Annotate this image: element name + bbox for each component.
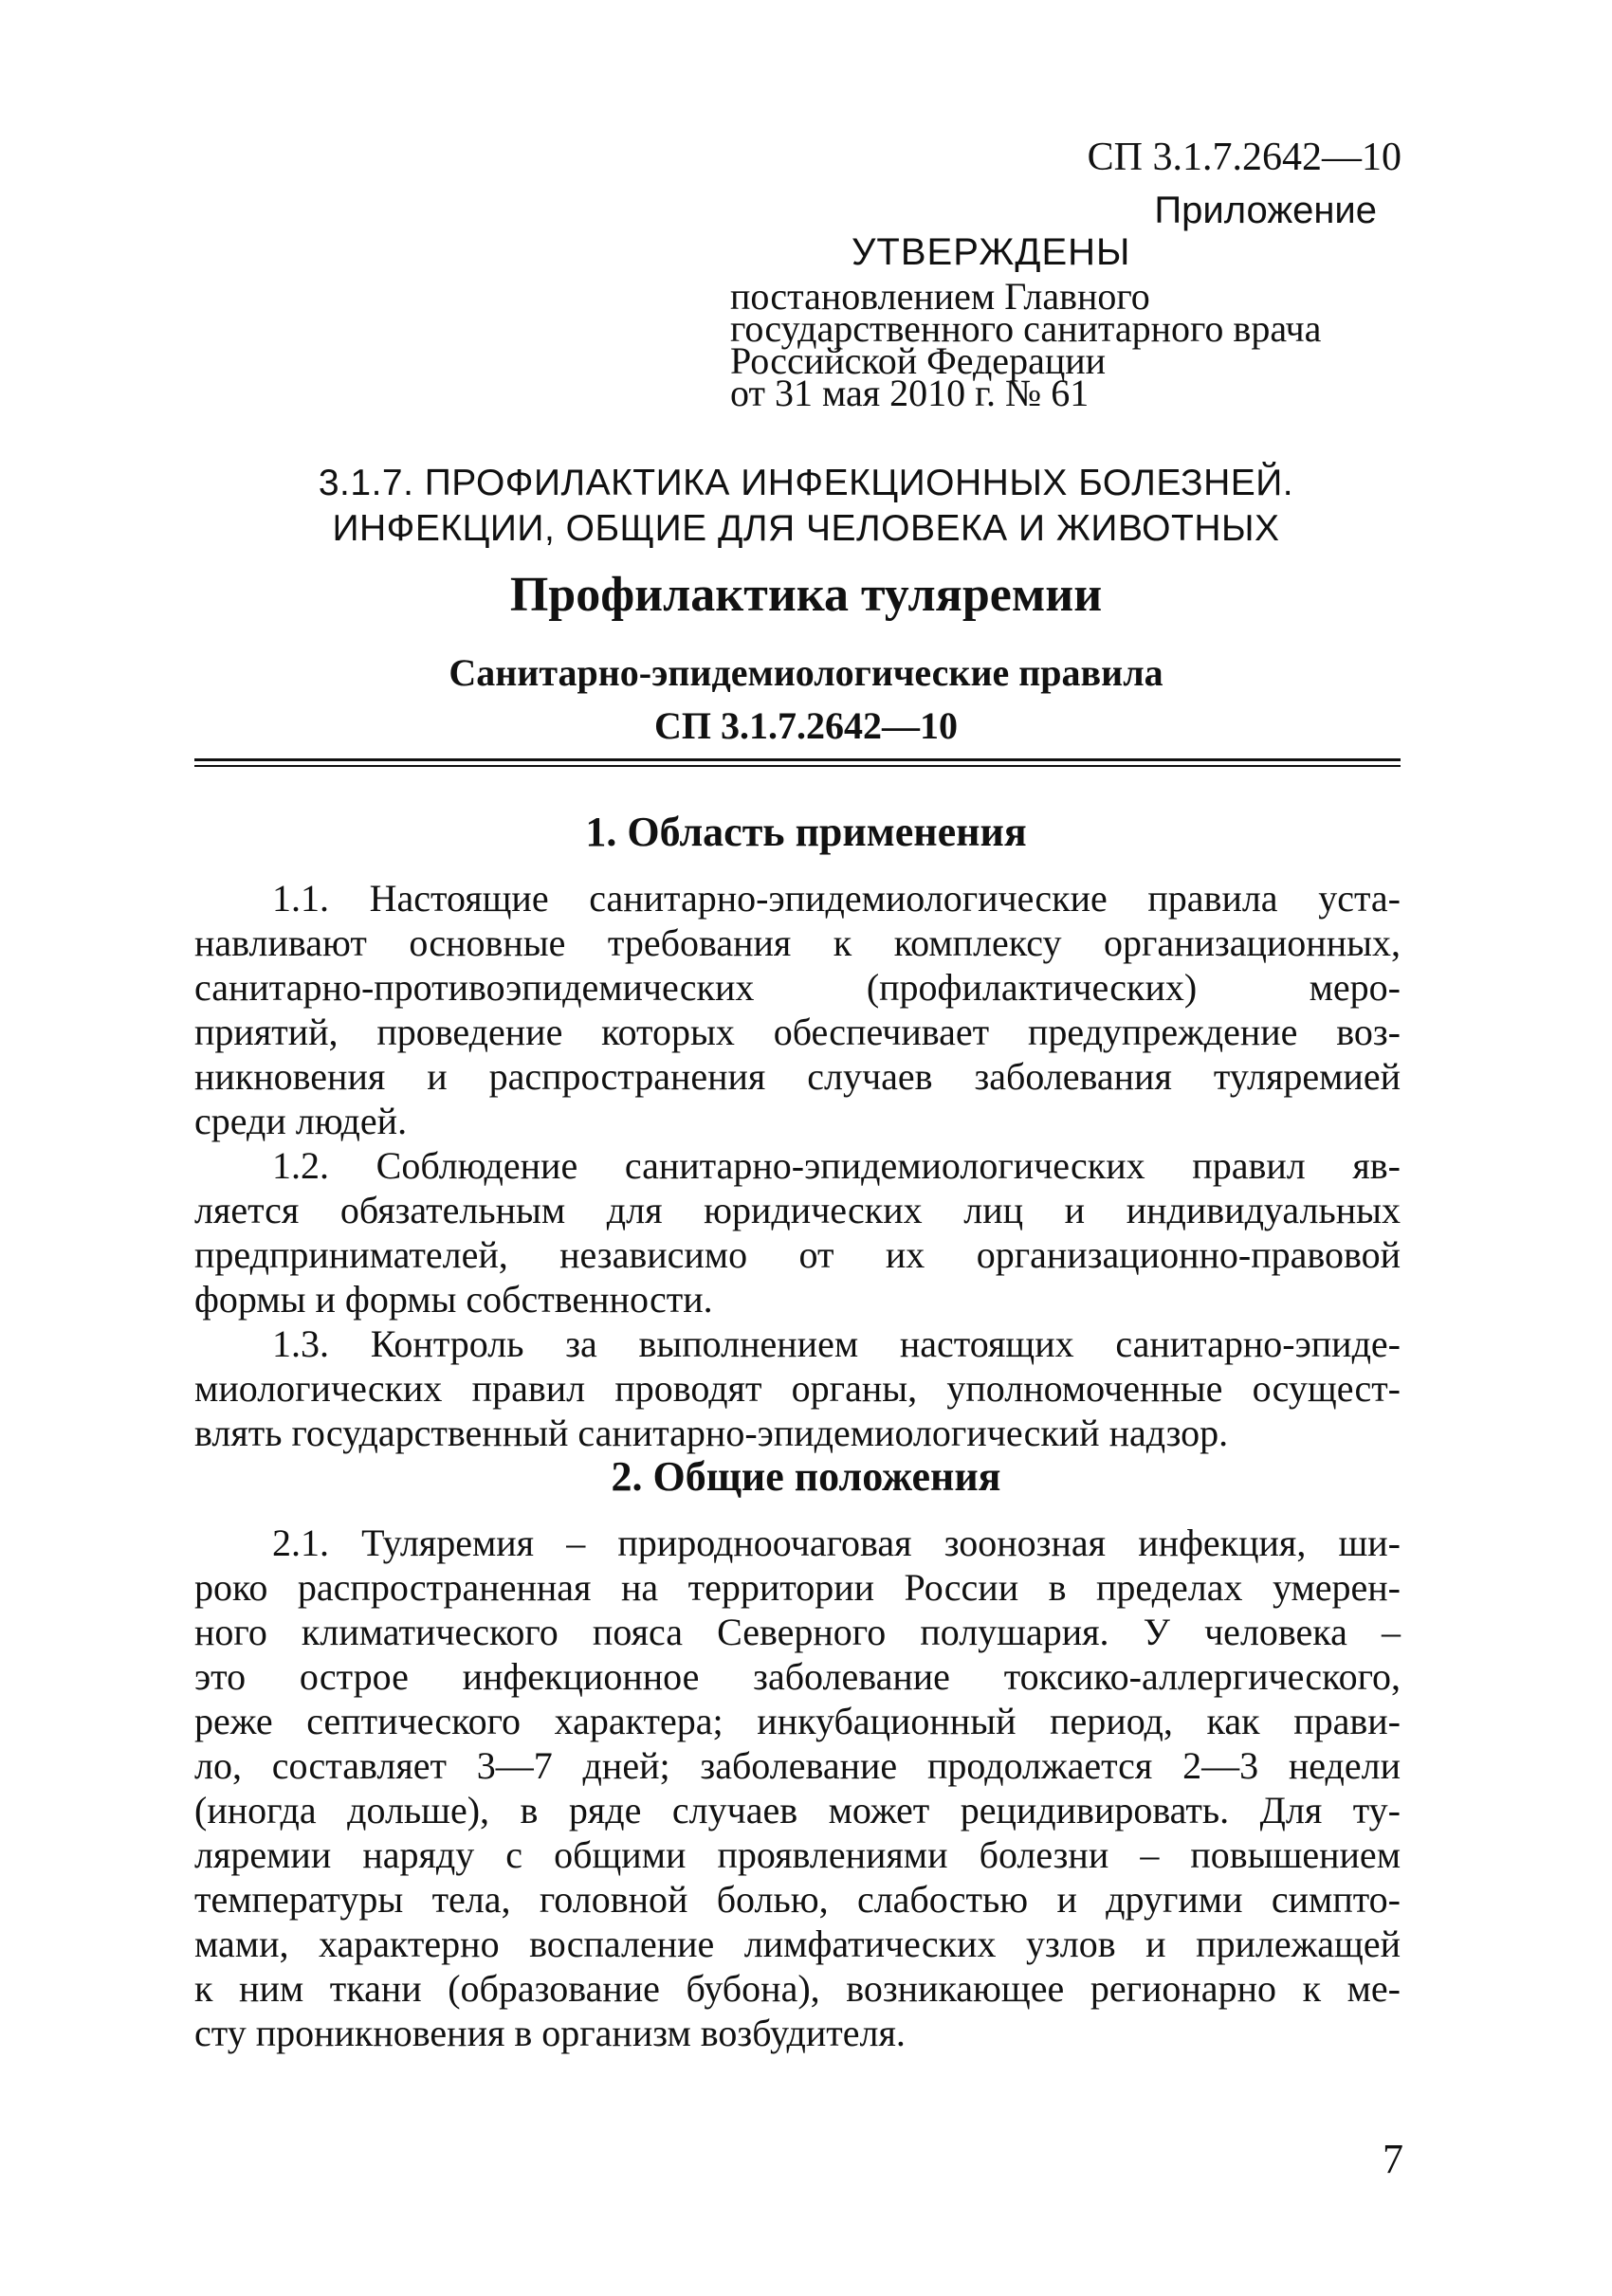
text-line: реже септического характера; инкубационный период, как прави- [194, 1700, 1401, 1742]
text-line: навливают основные требования к комплексу организационных, [194, 921, 1401, 964]
topic-line: ИНФЕКЦИИ, ОБЩИЕ ДЛЯ ЧЕЛОВЕКА И ЖИВОТНЫХ [332, 508, 1280, 549]
section-heading: 1. Область применения [585, 809, 1027, 855]
approval-block [730, 275, 1413, 414]
text-line: миологических правил проводят органы, уполномоченные осущест- [194, 1367, 1401, 1410]
approval-line: Российской Федерации [730, 339, 1107, 382]
document-title: Профилактика туляремии [509, 568, 1103, 622]
text-line: мами, характерно воспаление лимфатических узлов и прилежащей [194, 1922, 1401, 1965]
text-line: роко распространенная на территории России в пределах умерен- [194, 1566, 1401, 1609]
section-1-body [194, 876, 1401, 1455]
text-line: 1.2. Соблюдение санитарно-эпидемиологических правил яв- [272, 1144, 1401, 1187]
approval-line: от 31 мая 2010 г. № 61 [730, 372, 1090, 414]
text-line: санитарно-противоэпидемических (профилактических) меро- [194, 966, 1401, 1009]
text-line: ло, составляет 3—7 дней; заболевание продолжается 2—3 недели [194, 1744, 1401, 1787]
text-line: влять государственный санитарно-эпидемиологический надзор. [194, 1412, 1229, 1454]
text-line: сту проникновения в организм возбудителя. [194, 2012, 906, 2054]
text-line: среди людей. [194, 1100, 408, 1142]
topic-heading [0, 461, 1612, 552]
subtitle-line: СП 3.1.7.2642—10 [654, 704, 958, 747]
text-line: температуры тела, головной болью, слабостью и другими симпто- [194, 1878, 1401, 1921]
text-line: 1.1. Настоящие санитарно-эпидемиологические правила уста- [272, 877, 1401, 920]
text-line: приятий, проведение которых обеспечивает предупреждение воз- [194, 1011, 1401, 1053]
text-line: (иногда дольше), в ряде случаев может рецидивировать. Для ту- [194, 1789, 1401, 1831]
page-number: 7 [1383, 2136, 1403, 2182]
divider-line [194, 758, 1401, 761]
text-line: формы и формы собственности. [194, 1278, 713, 1321]
text-line: ного климатического пояса Северного полушария. У человека – [194, 1611, 1401, 1653]
subtitle-line: Санитарно-эпидемиологические правила [449, 651, 1163, 694]
text-line: 1.3. Контроль за выполнением настоящих санитарно-эпиде- [272, 1322, 1401, 1365]
text-line: ляремии наряду с общими проявлениями болезни – повышением [194, 1833, 1401, 1876]
section-heading: 2. Общие положения [611, 1453, 1001, 1500]
approval-line: государственного санитарного врача [730, 307, 1322, 350]
appendix-label: Приложение [1154, 190, 1377, 231]
approved-label: УТВЕРЖДЕНЫ [852, 231, 1131, 273]
approval-line: постановлением Главного [730, 275, 1150, 318]
document-code: СП 3.1.7.2642—10 [1087, 136, 1401, 179]
text-line: ляется обязательным для юридических лиц и индивидуальных [194, 1189, 1401, 1231]
topic-line: 3.1.7. ПРОФИЛАКТИКА ИНФЕКЦИОННЫХ БОЛЕЗНЕЙ. [318, 463, 1294, 503]
text-line: это острое инфекционное заболевание токсико-аллергического, [194, 1655, 1401, 1698]
section-2-body [194, 1521, 1401, 2055]
text-line: к ним ткани (образование бубона), возникающее регионарно к ме- [194, 1967, 1401, 2010]
text-line: никновения и распространения случаев заболевания туляремией [194, 1055, 1401, 1098]
text-line: предпринимателей, независимо от их организационно-правовой [194, 1233, 1401, 1276]
divider-line [194, 765, 1401, 767]
text-line: 2.1. Туляремия – природноочаговая зоонозная инфекция, ши- [272, 1522, 1401, 1564]
document-subtitle [0, 647, 1612, 753]
